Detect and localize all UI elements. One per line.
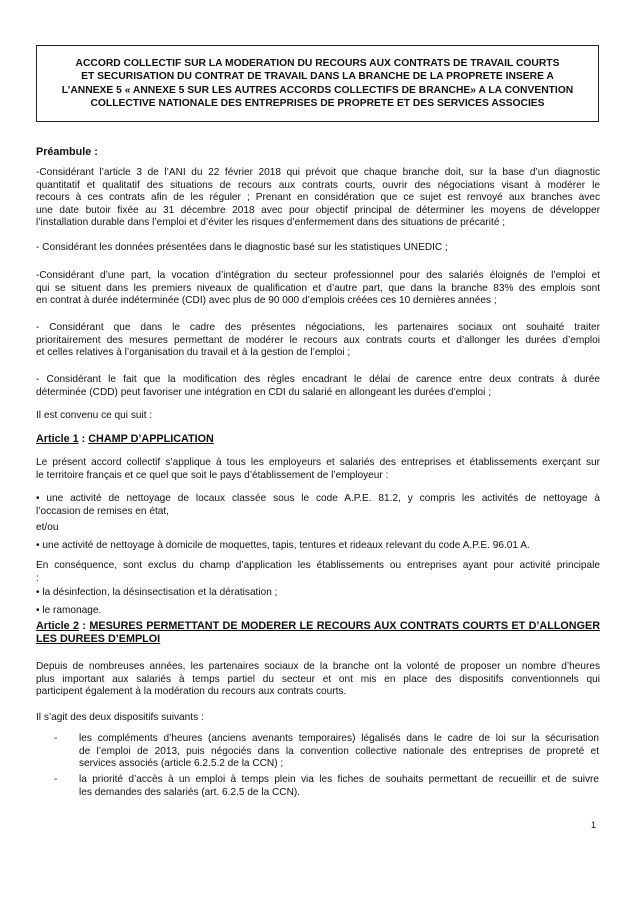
title-line: ET SECURISATION DU CONTRAT DE TRAVAIL DANS LA BRANCHE DE LA PROPRETE INSERE A xyxy=(81,71,554,83)
text-line: et/ou xyxy=(36,522,59,533)
text-line: En conséquence, sont exclus du champ d’application les établissements ou entreprises ayant pour activité principale xyxy=(36,560,600,571)
text-line: Depuis de nombreuses années, les partenaires sociaux de la branche ont la volonté de proposer un nombre d’heures xyxy=(36,661,600,672)
article-1-intro xyxy=(36,457,600,482)
article-1-title: CHAMP D’APPLICATION xyxy=(88,433,214,445)
text-line: -Considérant d’une part, la vocation d’intégration du secteur professionnel pour des salariés éloignés de l’emploi et xyxy=(36,270,600,281)
text-line: l’occasion de remises en état, xyxy=(36,505,169,517)
text-line: les compléments d’heures (anciens avenants temporaires) légalisés dans le cadre de loi sur la sécurisation xyxy=(79,733,599,744)
text-line: une date butoir fixée au 31 décembre 2018 avec pour objectif principal de déterminer les moyens de développer xyxy=(36,204,600,216)
text-line: services associés (article 6.2.5.2 de la CCN) ; xyxy=(79,758,284,770)
preambule-paragraph-2 xyxy=(36,242,600,255)
text-line: Le présent accord collectif s’applique à tous les employeurs et salariés des entreprises et établissements exerçant sur xyxy=(36,457,600,468)
text-line: • une activité de nettoyage de locaux classée sous le code A.P.E. 81.2, y compris les activités de nettoyage à xyxy=(36,493,600,504)
text-line: -Considérant l’article 3 de l’ANI du 22 février 2018 qui prévoit que chaque branche doit, sur la base d’un diagnostic xyxy=(36,167,600,178)
article-2-heading-line-2 xyxy=(36,633,600,646)
text-line: quantitatif et qualitatif des situations de recours aux contrats courts, ouvrir des négociations visant à modérer le xyxy=(36,179,600,191)
article-1-etou xyxy=(36,522,600,535)
article-2-paragraph-2 xyxy=(36,712,600,725)
text-line: et celles relatives à l’organisation du travail et à la gestion de l’emploi ; xyxy=(36,347,351,359)
text-line: l’installation durable dans l’emploi et d’éviter les risques d’enfermement dans des situations de précarité ; xyxy=(36,217,506,229)
article-2-dash-item-2 xyxy=(54,774,600,802)
preambule-heading: Préambule : xyxy=(36,146,98,158)
article-1-exclusions xyxy=(36,560,600,585)
title-line: COLLECTIVE NATIONALE DES ENTREPRISES DE PROPRETE ET DES SERVICES ASSOCIES xyxy=(90,97,545,109)
preambule-paragraph-1 xyxy=(36,167,600,230)
article-2-title-line-2: LES DUREES D’EMPLOI xyxy=(36,633,161,645)
text-line: de l’emploi de 2013, puis négociés dans la convention collective nationale des entreprises de propreté et xyxy=(79,745,599,757)
text-line: en contrat à durée indéterminée (CDI) avec plus de 90 000 d’emplois créées ces 10 dernières années ; xyxy=(36,295,497,307)
text-line: - Considérant le fait que la modification des règles encadrant le délai de carence entre deux contrats à durée xyxy=(36,374,600,385)
text-line: plus important aux salariés à temps partiel du secteur et ont mis en place des dispositifs conventionnels qui xyxy=(36,673,600,685)
dash-marker: - xyxy=(54,733,58,744)
text-line: les demandes des salariés (art. 6.2.5 de la CCN). xyxy=(79,786,301,798)
text-line: - Considérant les données présentées dans le diagnostic basé sur les statistiques UNEDIC ; xyxy=(36,242,448,253)
text-line: participent également à la modération du recours aux contrats courts. xyxy=(36,686,347,698)
article-2-heading xyxy=(36,620,600,646)
page-number: 1 xyxy=(591,820,597,830)
article-1-exclusion-1 xyxy=(36,587,600,600)
text-line: le territoire français et ce quel que soit le pays d’établissement de l’employeur : xyxy=(36,469,389,481)
title-line: ACCORD COLLECTIF SUR LA MODERATION DU RECOURS AUX CONTRATS DE TRAVAIL COURTS xyxy=(75,57,560,69)
text-line: recours à ces contrats afin de les réguler ; Prenant en considération que ce sujet est renvoyé aux branches avec xyxy=(36,192,600,204)
article-2-title-line-1: MESURES PERMETTANT DE MODERER LE RECOURS AUX CONTRATS COURTS ET D’ALLONGER xyxy=(89,620,601,632)
article-1-item-1 xyxy=(36,493,600,518)
text-line: Il est convenu ce qui suit : xyxy=(36,410,153,421)
text-line: qui se situent dans les premiers niveaux de qualification et d’autre part, que dans la branche 83% des emplois sont xyxy=(36,282,600,294)
text-line: • la désinfection, la désinsectisation et la dératisation ; xyxy=(36,587,278,598)
text-line: : xyxy=(36,572,39,584)
article-2-heading-line-1 xyxy=(36,620,600,633)
text-line: déterminée (CDD) peut favoriser une intégration en CDI du salarié en allongeant les durées d’emploi ; xyxy=(36,386,492,398)
preambule-paragraph-3 xyxy=(36,270,600,308)
dash-marker: - xyxy=(54,774,58,785)
article-1-item-2 xyxy=(36,540,600,553)
article-1-exclusion-2 xyxy=(36,605,600,618)
text-line: • le ramonage. xyxy=(36,605,102,616)
title-box xyxy=(36,45,599,122)
article-2-separator: : xyxy=(79,620,90,632)
text-line: Il s’agit des deux dispositifs suivants : xyxy=(36,712,204,723)
article-1-separator: : xyxy=(78,433,89,445)
text-line: • une activité de nettoyage à domicile de moquettes, tapis, tentures et rideaux relevant du code A.P.E. 96.01 A. xyxy=(36,540,530,551)
preambule-paragraph-4 xyxy=(36,322,600,360)
text-line: prioritairement des mesures permettant de modérer le recours aux contrats courts et d’allonger les durées d’emploi xyxy=(36,334,600,346)
article-2-paragraph-1 xyxy=(36,661,600,699)
article-2-dash-item-1 xyxy=(54,733,600,773)
text-line: - Considérant que dans le cadre des présentes négociations, les partenaires sociaux ont souhaité traiter xyxy=(36,322,600,333)
text-line: la priorité d’accès à un emploi à temps plein via les fiches de souhaits permettant de recueillir et de suivre xyxy=(79,774,599,785)
preambule-paragraph-5 xyxy=(36,374,600,399)
article-2-label: Article 2 xyxy=(36,620,80,632)
convenu-line xyxy=(36,410,600,423)
article-1-label: Article 1 xyxy=(36,433,79,445)
article-1-heading xyxy=(36,433,600,446)
title-line: L’ANNEXE 5 « ANNEXE 5 SUR LES AUTRES ACCORDS COLLECTIFS DE BRANCHE» A LA CONVENTION xyxy=(61,84,574,96)
